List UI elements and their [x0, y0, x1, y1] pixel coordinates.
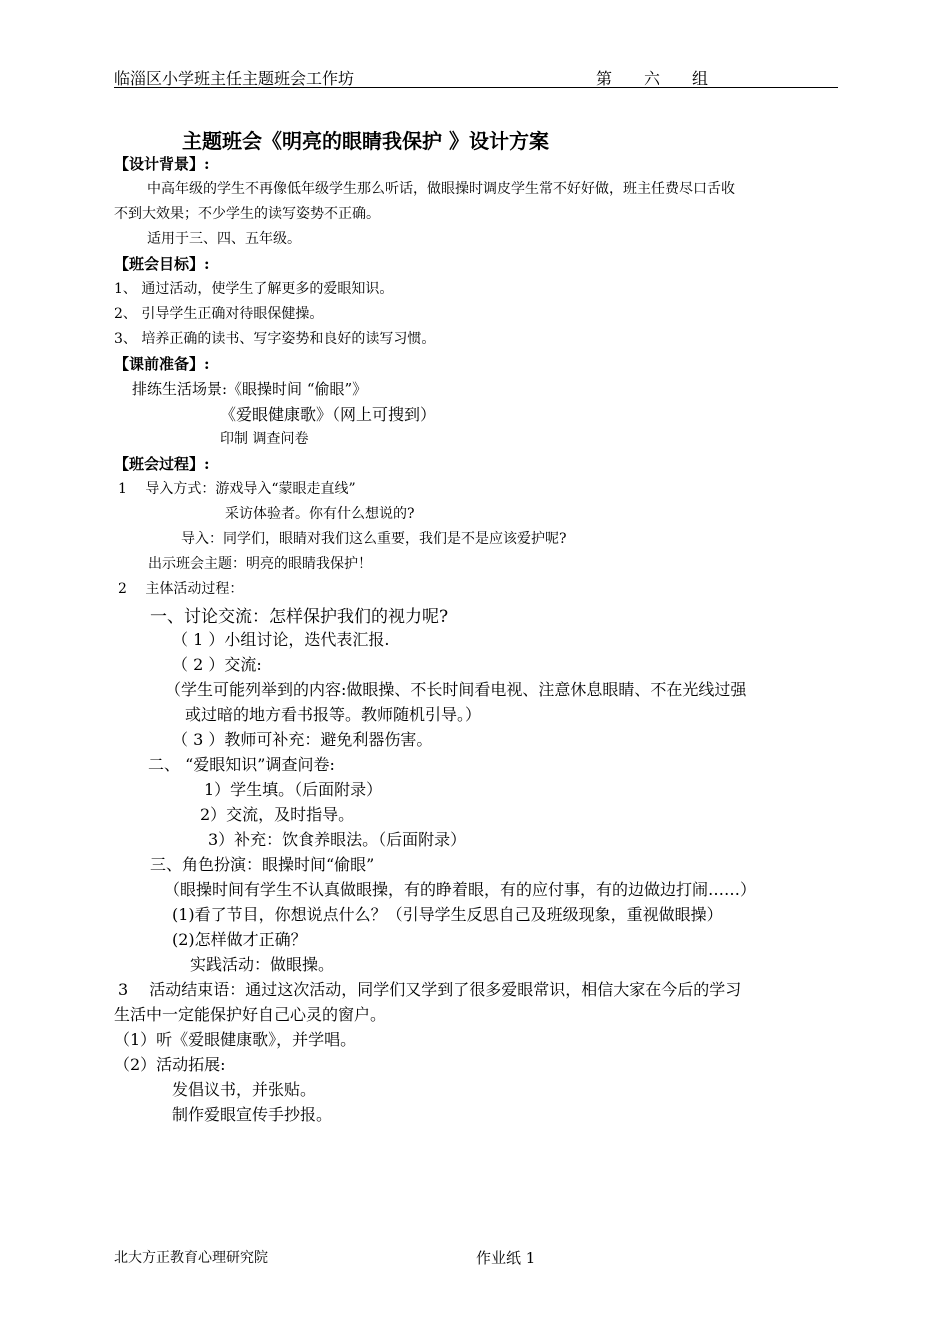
paragraph-line: （学生可能列举到的内容:做眼操、不长时间看电视、注意休息眼睛、不在光线过强: [165, 680, 747, 699]
paragraph-line: 发倡议书，并张贴。: [172, 1080, 317, 1099]
paragraph-line: （ 2 ）交流:: [172, 655, 262, 674]
paragraph-line: 导入：同学们，眼睛对我们这么重要，我们是不是应该爱护呢?: [181, 531, 567, 547]
paragraph-line: 采访体验者。你有什么想说的?: [225, 506, 415, 522]
paragraph-line: 1）学生填。（后面附录）: [204, 780, 383, 799]
list-item: 2、 引导学生正确对待眼保健操。: [114, 306, 324, 322]
section-heading: 【设计背景】:: [114, 155, 210, 173]
header-rule: [114, 87, 838, 88]
section-heading: 【班会过程】:: [114, 455, 210, 473]
paragraph-line: 生活中一定能保护好自己心灵的窗户。: [114, 1005, 387, 1024]
paragraph-line: (1)看了节目，你想说点什么？（引导学生反思自己及班级现象，重视做眼操）: [172, 905, 723, 924]
paragraph-line: 《爱眼健康歌》（网上可搜到）: [220, 405, 437, 424]
paragraph-line: （ 3 ）教师可补充：避免利器伤害。: [172, 730, 433, 749]
paragraph-line: （1）听《爱眼健康歌》，并学唱。: [114, 1030, 357, 1049]
paragraph-line: 二、 “爱眼知识”调查问卷:: [148, 755, 335, 774]
list-item: 1、 通过活动，使学生了解更多的爱眼知识。: [114, 281, 394, 297]
paragraph-line: （ 1 ）小组讨论，迭代表汇报.: [172, 630, 390, 649]
paragraph-line: 出示班会主题：明亮的眼睛我保护！: [148, 556, 372, 572]
paragraph-line: 实践活动：做眼操。: [190, 955, 335, 974]
paragraph-line: 三、角色扮演：眼操时间“偷眼”: [150, 855, 375, 874]
document-title: 主题班会《明亮的眼睛我保护 》设计方案: [182, 129, 549, 153]
paragraph-line: (2)怎样做才正确？: [172, 930, 307, 949]
paragraph-line: 2）交流，及时指导。: [200, 805, 355, 824]
paragraph-line: 2 主体活动过程：: [118, 581, 244, 597]
paragraph-line: 1 导入方式：游戏导入“蒙眼走直线”: [118, 481, 356, 497]
paragraph-line: 制作爱眼宣传手抄报。: [172, 1105, 333, 1124]
paragraph-line: 排练生活场景:《眼操时间 “偷眼”》: [132, 380, 368, 398]
section-heading: 【班会目标】:: [114, 255, 210, 273]
paragraph-line: （眼操时间有学生不认真做眼操，有的睁着眼，有的应付事，有的边做边打闹……）: [164, 880, 757, 899]
section-heading: 【课前准备】:: [114, 355, 210, 373]
header-left: 临淄区小学班主任主题班会工作坊: [114, 69, 355, 88]
paragraph-line: 中高年级的学生不再像低年级学生那么听话，做眼操时调皮学生常不好好做，班主任费尽口舌收: [147, 181, 735, 197]
paragraph-line: 3）补充：饮食养眼法。（后面附录）: [208, 830, 467, 849]
header-right: 第 六 组: [596, 69, 709, 88]
footer-left: 北大方正教育心理研究院: [114, 1250, 268, 1266]
footer-right: 作业纸 1: [476, 1249, 536, 1267]
paragraph-line: 印制 调查问卷: [220, 431, 309, 447]
list-item: 3、 培养正确的读书、写字姿势和良好的读写习惯。: [114, 331, 436, 347]
paragraph-line: 3 活动结束语：通过这次活动，同学们又学到了很多爱眼常识，相信大家在今后的学习: [118, 980, 742, 999]
paragraph-line: 适用于三、四、五年级。: [147, 231, 301, 247]
paragraph-line: 不到大效果；不少学生的读写姿势不正确。: [114, 206, 380, 222]
paragraph-line: 或过暗的地方看书报等。教师随机引导。）: [185, 705, 482, 724]
paragraph-line: （2）活动拓展:: [114, 1055, 226, 1074]
paragraph-line: 一、讨论交流：怎样保护我们的视力呢?: [150, 607, 449, 627]
